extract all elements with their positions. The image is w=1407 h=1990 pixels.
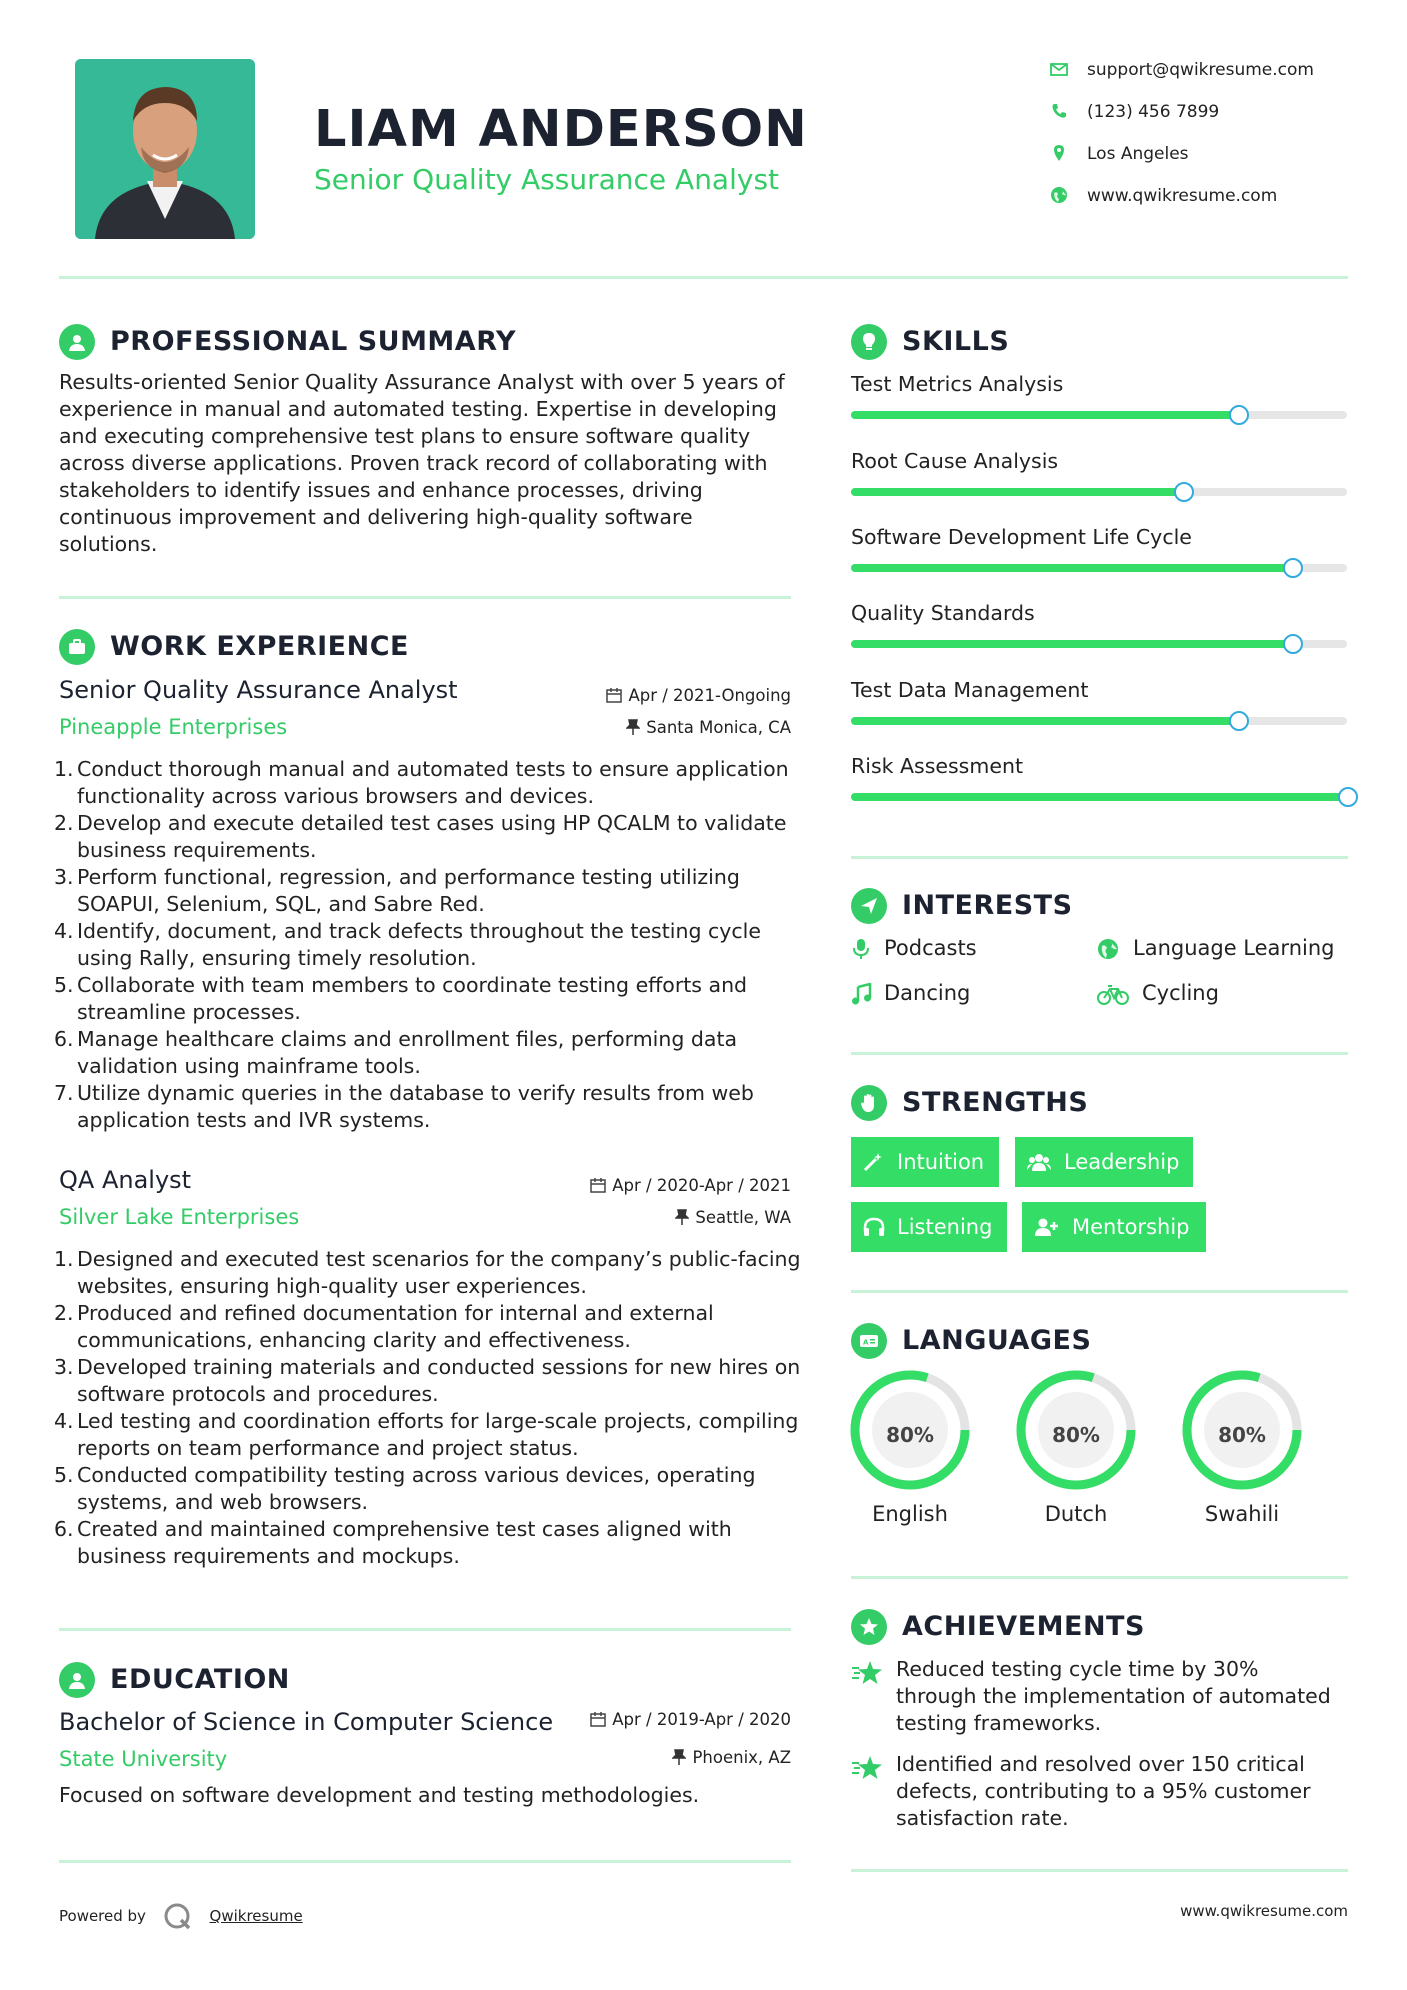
skill-bar-fill xyxy=(851,564,1292,572)
skill-bar-fill xyxy=(851,488,1183,496)
achievement-item xyxy=(851,1656,1331,1740)
education-location xyxy=(672,1748,791,1767)
phone-icon xyxy=(1050,102,1068,120)
skill-bar xyxy=(851,793,1347,801)
location-text: Seattle, WA xyxy=(695,1208,791,1227)
pushpin-icon xyxy=(675,1209,689,1225)
graduation-icon xyxy=(59,1662,95,1698)
company-name: Silver Lake Enterprises xyxy=(59,1205,300,1229)
language-name: English xyxy=(872,1502,948,1526)
qwikresume-link[interactable]: Qwikresume xyxy=(209,1907,303,1925)
skill-bar-fill xyxy=(851,640,1292,648)
skill-item xyxy=(851,678,1347,738)
interest-label: Dancing xyxy=(884,981,971,1005)
dates-text: Apr / 2021-Ongoing xyxy=(628,686,791,705)
calendar-icon xyxy=(590,1177,606,1193)
briefcase-icon xyxy=(59,629,95,665)
language-item xyxy=(1014,1368,1138,1528)
language-item xyxy=(1180,1368,1304,1528)
globe-icon xyxy=(1097,938,1119,960)
list-item: Created and maintained comprehensive test cases aligned with business requirements and mockups. xyxy=(77,1517,732,1568)
list-item: Led testing and coordination efforts for large-scale projects, compiling reports on team performance and project status. xyxy=(77,1409,799,1460)
job-dates xyxy=(590,1176,791,1195)
skill-bar-knob xyxy=(1174,482,1194,502)
language-percent: 80% xyxy=(1218,1423,1266,1447)
list-item: Produced and refined documentation for internal and external communications, enhancing clarity and effectiveness. xyxy=(77,1301,714,1352)
job-title: Senior Quality Assurance Analyst xyxy=(59,676,458,704)
skill-bar-knob xyxy=(1229,711,1249,731)
calendar-icon xyxy=(606,687,622,703)
job-title: QA Analyst xyxy=(59,1166,192,1194)
skill-bar-fill xyxy=(851,411,1238,419)
company-name: Pineapple Enterprises xyxy=(59,715,288,739)
list-item: Develop and execute detailed test cases using HP QCALM to validate business requirements. xyxy=(77,811,787,862)
skill-bar-fill xyxy=(851,717,1238,725)
user-plus-icon xyxy=(1034,1217,1058,1237)
strength-chip xyxy=(851,1137,999,1187)
microphone-icon xyxy=(851,938,871,960)
school-name: State University xyxy=(59,1747,228,1771)
achievement-text: Reduced testing cycle time by 30% through the implementation of automated testing frameworks. xyxy=(896,1657,1331,1735)
footer-powered-by xyxy=(59,1902,303,1930)
skill-item xyxy=(851,601,1347,661)
strength-label: Intuition xyxy=(897,1150,985,1174)
list-item: Perform functional, regression, and performance testing utilizing SOAPUI, Selenium, SQL, and Sabre Red. xyxy=(77,865,740,916)
skill-item xyxy=(851,449,1347,509)
section-title: STRENGTHS xyxy=(902,1087,1089,1118)
section-divider xyxy=(59,1628,791,1631)
dates-text: Apr / 2019-Apr / 2020 xyxy=(612,1710,791,1729)
education-dates xyxy=(590,1710,791,1729)
skill-bar xyxy=(851,564,1347,572)
lightbulb-icon xyxy=(851,324,887,360)
interest-label: Language Learning xyxy=(1133,936,1335,960)
map-pin-icon xyxy=(1050,144,1068,162)
bicycle-icon xyxy=(1097,983,1129,1005)
header-divider xyxy=(59,276,1348,279)
skill-bar-knob xyxy=(1229,405,1249,425)
degree-title: Bachelor of Science in Computer Science xyxy=(59,1708,554,1736)
skill-bar xyxy=(851,640,1347,648)
strength-chip xyxy=(1015,1137,1193,1187)
skill-item xyxy=(851,372,1347,432)
skill-label: Root Cause Analysis xyxy=(851,449,1059,473)
section-divider xyxy=(851,856,1348,859)
language-percent: 80% xyxy=(886,1423,934,1447)
skill-label: Test Metrics Analysis xyxy=(851,372,1064,396)
dates-text: Apr / 2020-Apr / 2021 xyxy=(612,1176,791,1195)
envelope-icon xyxy=(1050,60,1068,78)
magic-wand-icon xyxy=(863,1152,883,1172)
candidate-name: LIAM ANDERSON xyxy=(314,100,808,159)
skill-item xyxy=(851,525,1347,585)
list-item: Developed training materials and conducted sessions for new hires on software protocols and procedures. xyxy=(77,1355,801,1406)
section-title: LANGUAGES xyxy=(902,1325,1092,1356)
star-icon xyxy=(851,1755,883,1781)
skill-bar xyxy=(851,411,1347,419)
education-description: Focused on software development and testing methodologies. xyxy=(59,1783,700,1807)
achievement-text: Identified and resolved over 150 critical defects, contributing to a 95% customer satisfaction rate. xyxy=(896,1752,1311,1830)
svg-text:A: A xyxy=(863,1338,869,1347)
star-badge-icon xyxy=(851,1609,887,1645)
job-location xyxy=(675,1208,791,1227)
section-title: WORK EXPERIENCE xyxy=(110,631,409,662)
paper-plane-icon xyxy=(851,888,887,924)
language-item xyxy=(848,1368,972,1528)
section-divider xyxy=(851,1576,1348,1579)
strength-chip xyxy=(1022,1202,1206,1252)
strength-label: Listening xyxy=(897,1215,993,1239)
section-title: ACHIEVEMENTS xyxy=(902,1611,1145,1642)
summary-text: Results-oriented Senior Quality Assurance Analyst with over 5 years of experience in manual and automated testing. Expertise in developing and executing comprehensive test plans to ensure software quality across diverse applications. Proven track record of collaborating with stakeholders to identify issues and enhance processes, driving continuous improvement and delivering high-quality software solutions. xyxy=(59,370,785,556)
skill-bar-knob xyxy=(1338,787,1358,807)
skill-item xyxy=(851,754,1347,814)
section-title: EDUCATION xyxy=(110,1664,290,1695)
list-item: Conduct thorough manual and automated tests to ensure application functionality across various browsers and devices. xyxy=(77,757,789,808)
list-item: Conducted compatibility testing across various devices, operating systems, and web browsers. xyxy=(77,1463,756,1514)
section-divider xyxy=(851,1869,1348,1872)
job-bullets xyxy=(59,1246,812,1570)
contact-text: Los Angeles xyxy=(1087,144,1189,164)
candidate-title: Senior Quality Assurance Analyst xyxy=(314,163,780,196)
list-item: Designed and executed test scenarios for the company’s public-facing websites, ensuring high-quality user experiences. xyxy=(77,1247,801,1298)
language-percent: 80% xyxy=(1052,1423,1100,1447)
list-item: Collaborate with team members to coordinate testing efforts and streamline processes. xyxy=(77,973,748,1024)
language-card-icon xyxy=(851,1323,887,1359)
strength-chip xyxy=(851,1202,1007,1252)
strength-label: Mentorship xyxy=(1072,1215,1190,1239)
skill-label: Risk Assessment xyxy=(851,754,1023,778)
skill-bar-knob xyxy=(1283,634,1303,654)
contact-text: (123) 456 7899 xyxy=(1087,102,1220,122)
contact-text: www.qwikresume.com xyxy=(1087,186,1278,206)
job-dates xyxy=(606,686,791,705)
language-name: Dutch xyxy=(1044,1502,1108,1526)
section-divider xyxy=(851,1290,1348,1293)
headphones-icon xyxy=(863,1217,885,1237)
powered-by-text: Powered by xyxy=(59,1907,146,1925)
interest-label: Podcasts xyxy=(884,936,977,960)
list-item: Manage healthcare claims and enrollment files, performing data validation using mainframe tools. xyxy=(77,1027,738,1078)
skill-label: Quality Standards xyxy=(851,601,1035,625)
skill-label: Software Development Life Cycle xyxy=(851,525,1192,549)
strength-label: Leadership xyxy=(1064,1150,1180,1174)
hand-icon xyxy=(851,1085,887,1121)
star-icon xyxy=(851,1660,883,1686)
section-title: PROFESSIONAL SUMMARY xyxy=(110,326,517,357)
skill-bar xyxy=(851,717,1347,725)
list-item: Identify, document, and track defects throughout the testing cycle using Rally, ensuring timely resolution. xyxy=(77,919,761,970)
pushpin-icon xyxy=(626,719,640,735)
language-name: Swahili xyxy=(1204,1502,1280,1526)
pushpin-icon xyxy=(672,1749,686,1765)
footer-website[interactable]: www.qwikresume.com xyxy=(1180,1902,1348,1920)
job-bullets xyxy=(59,756,812,1134)
location-text: Santa Monica, CA xyxy=(646,718,791,737)
section-divider xyxy=(59,596,791,599)
profile-photo xyxy=(75,59,255,239)
interest-label: Cycling xyxy=(1142,981,1219,1005)
contact-text: support@qwikresume.com xyxy=(1087,60,1314,80)
job-location xyxy=(626,718,791,737)
section-title: SKILLS xyxy=(902,326,1010,357)
globe-icon xyxy=(1050,186,1068,204)
location-text: Phoenix, AZ xyxy=(692,1748,791,1767)
section-title: INTERESTS xyxy=(902,890,1073,921)
skill-bar-knob xyxy=(1283,558,1303,578)
qwikresume-logo-icon xyxy=(163,1902,195,1930)
calendar-icon xyxy=(590,1711,606,1727)
users-icon xyxy=(1027,1152,1051,1172)
music-note-icon xyxy=(851,983,873,1005)
user-circle-icon xyxy=(59,324,95,360)
list-item: Utilize dynamic queries in the database to verify results from web application tests and IVR systems. xyxy=(77,1081,754,1132)
section-divider xyxy=(59,1860,791,1863)
skill-label: Test Data Management xyxy=(851,678,1089,702)
section-divider xyxy=(851,1052,1348,1055)
achievement-item xyxy=(851,1751,1321,1835)
skill-bar xyxy=(851,488,1347,496)
skill-bar-fill xyxy=(851,793,1347,801)
